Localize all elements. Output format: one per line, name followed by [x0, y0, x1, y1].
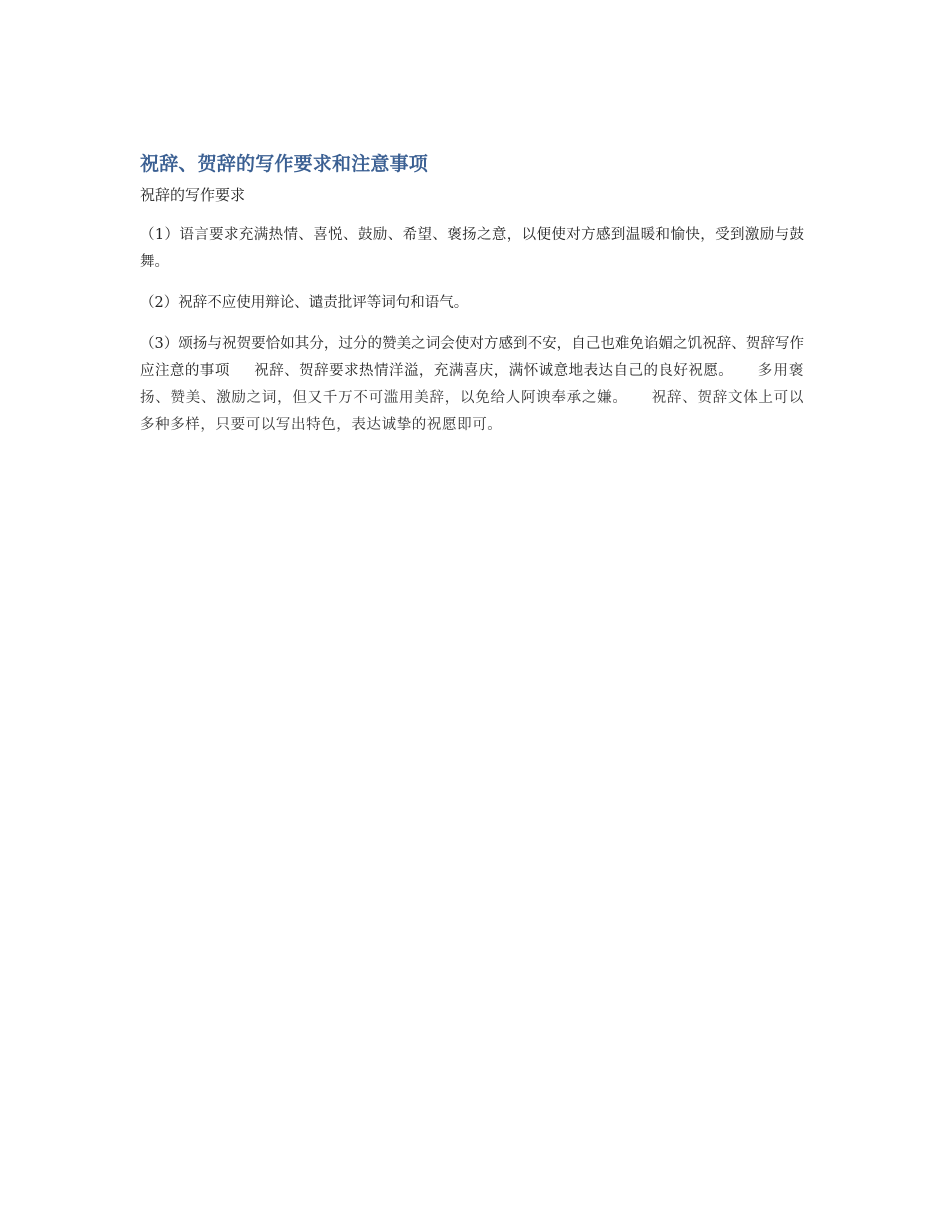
note-point-3: 祝辞、贺辞文体上可以多种多样，只要可以写出特色，表达诚挚的祝愿即可。	[140, 390, 805, 433]
document-title: 祝辞、贺辞的写作要求和注意事项	[140, 153, 429, 175]
notes-heading: 祝辞、贺辞写作应注意的事项	[140, 336, 804, 379]
note-point-2: 多用褒扬、赞美、激励之词，但又千万不可滥用美辞，以免给人阿谀奉承之嫌。	[140, 363, 804, 406]
paragraph-2: （2）祝辞不应使用辩论、谴责批评等词句和语气。	[140, 295, 469, 311]
paragraph-3	[140, 331, 804, 439]
note-point-1: 祝辞、贺辞要求热情洋溢，充满喜庆，满怀诚意地表达自己的良好祝愿。	[253, 363, 734, 379]
paragraph-3-line-1: （3）颂扬与祝贺要恰如其分，过分的赞美之词会使对方感到不安，自己也难免谄媚之饥	[140, 336, 703, 352]
section-subtitle: 祝辞的写作要求	[140, 186, 246, 204]
paragraph-1: （1）语言要求充满热情、喜悦、鼓励、希望、褒扬之意，以便使对方感到温暖和愉快，受到激励与鼓舞。	[140, 227, 804, 270]
document-body	[140, 150, 804, 439]
